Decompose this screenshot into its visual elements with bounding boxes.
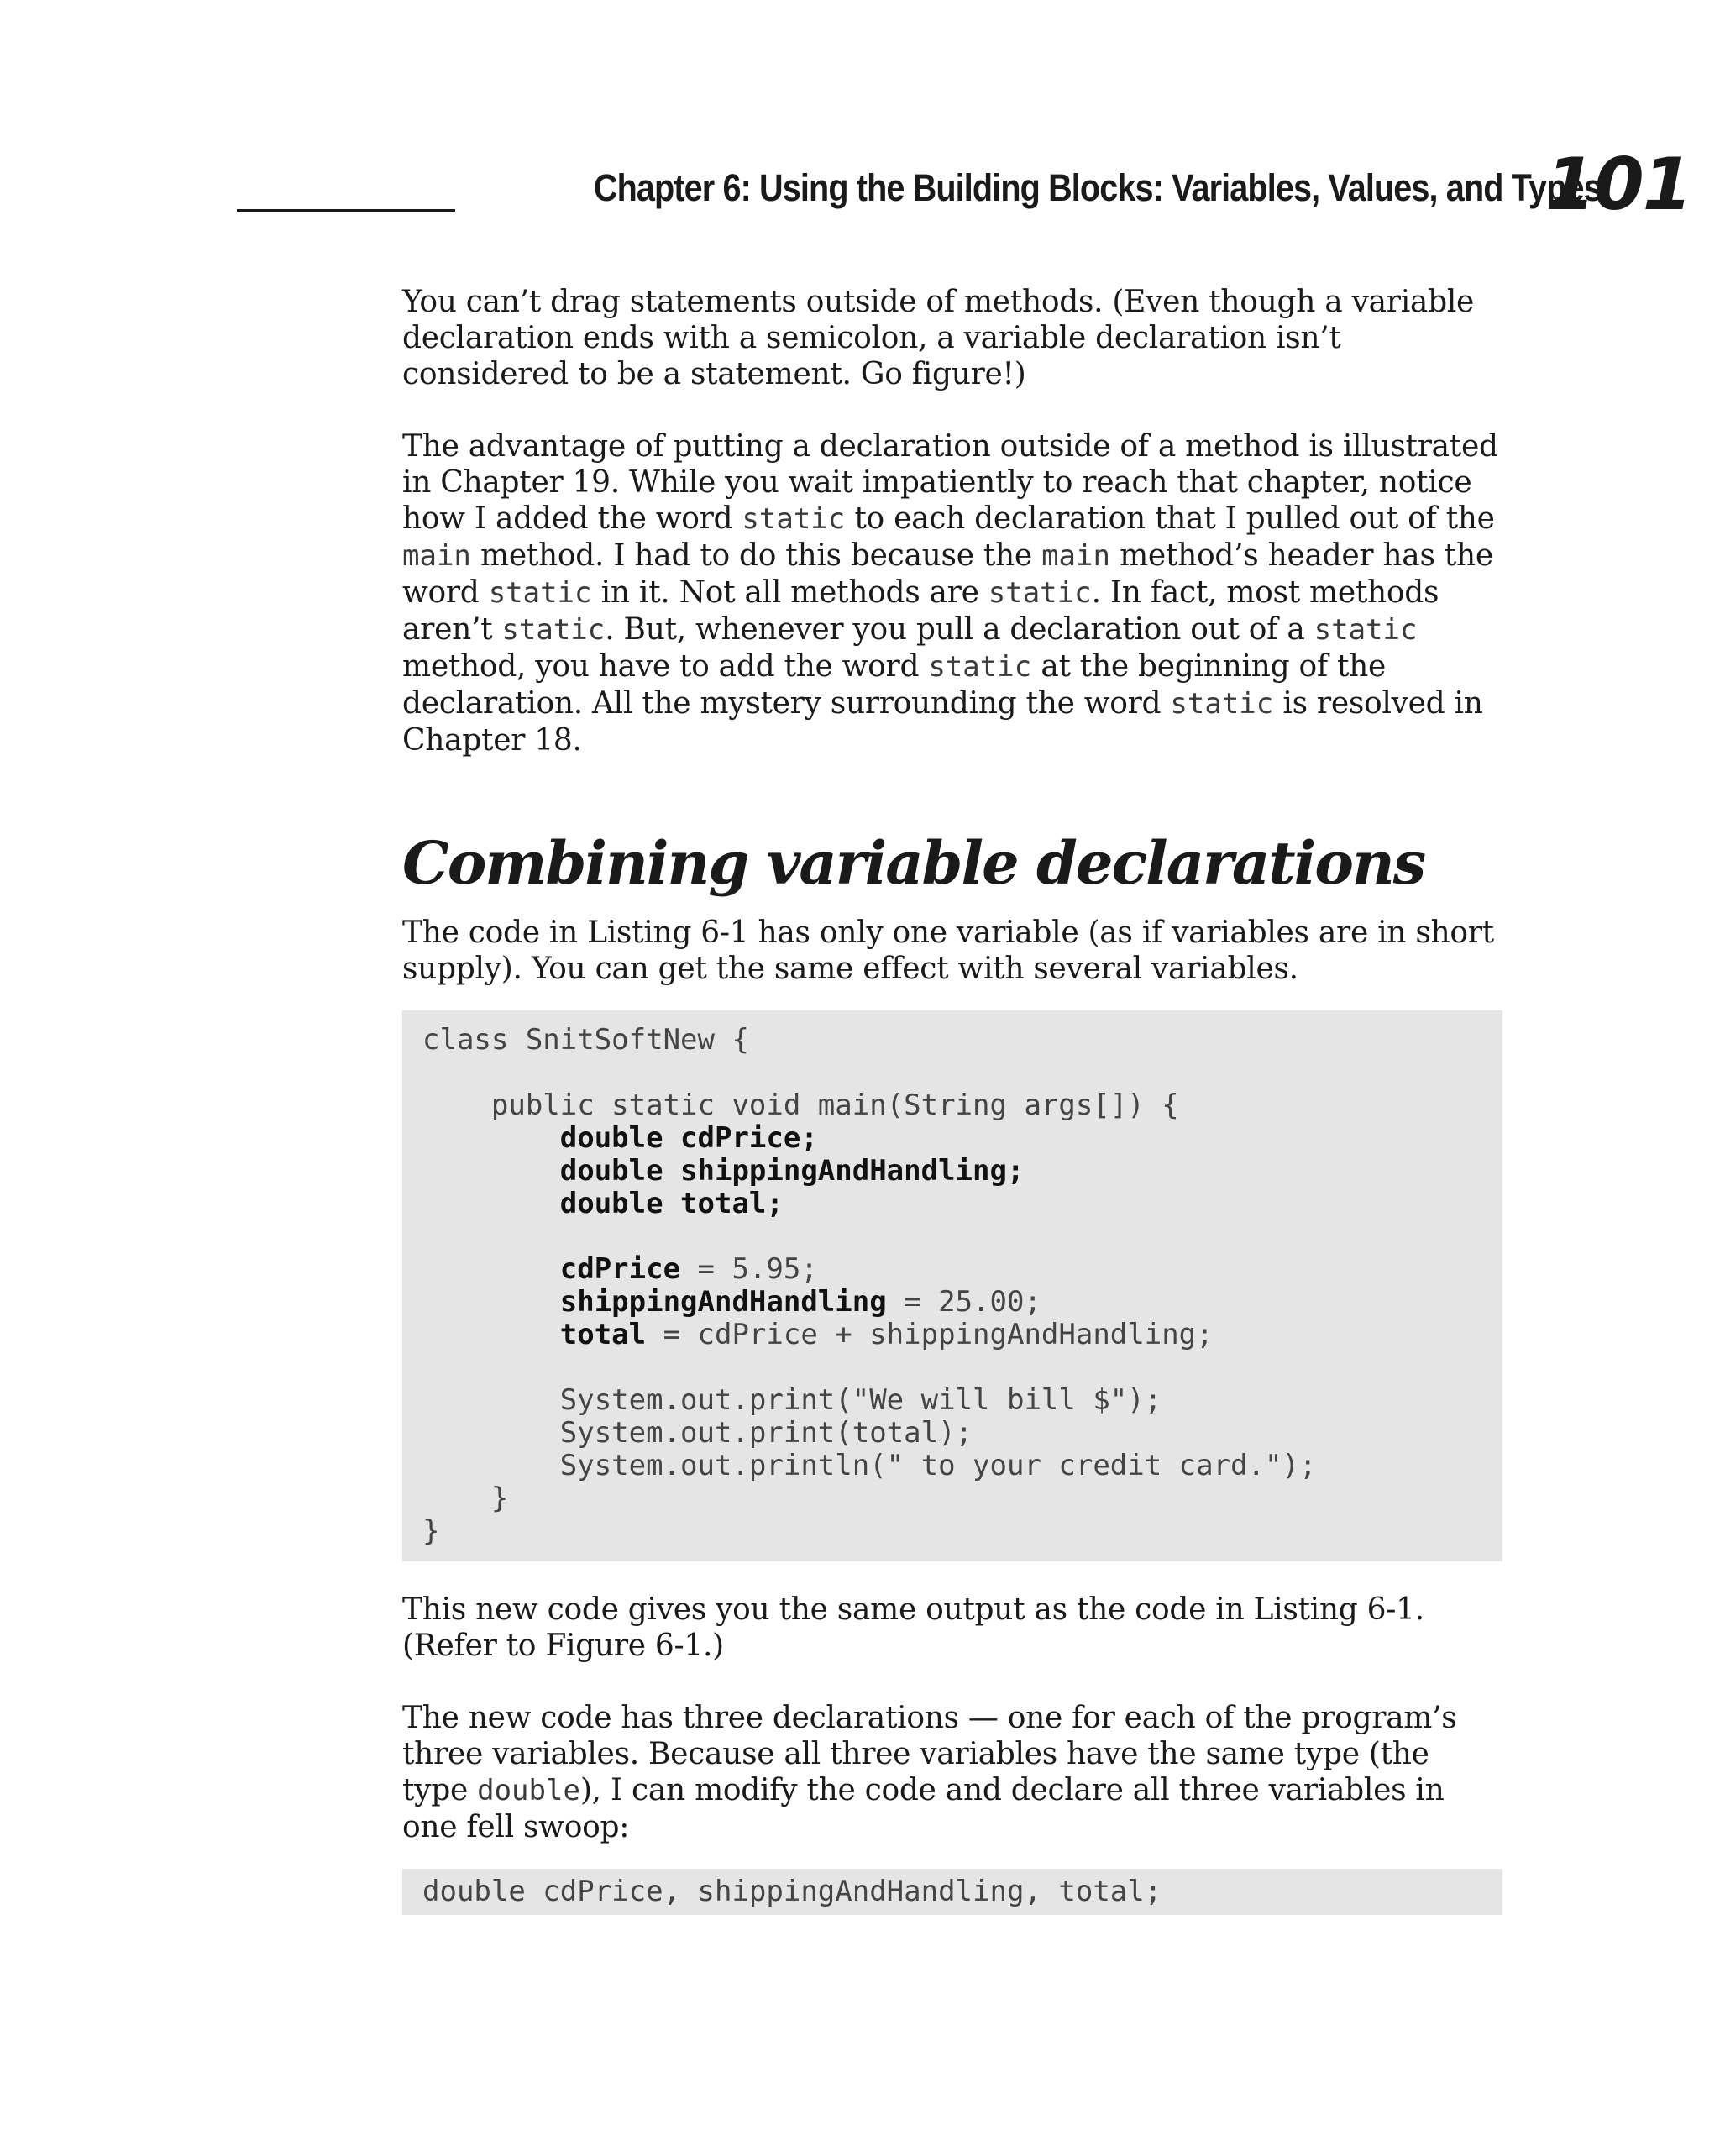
text-run: method. I had to do this because the <box>470 538 1042 573</box>
inline-code: static <box>488 576 592 610</box>
highlighted-code: double cdPrice; <box>422 1121 818 1155</box>
inline-code: static <box>1314 613 1418 647</box>
inline-code: double <box>477 1774 580 1807</box>
paragraph-4: This new code gives you the same output as the code in Listing 6-1. (Refer to Figure 6-1.) <box>402 1592 1424 1663</box>
text-run: to each declaration that I pulled out of the <box>845 501 1495 536</box>
text-run: is resolved in Chapter 18. <box>402 686 1483 758</box>
text-run: . But, whenever you pull a declaration out of a <box>605 612 1314 647</box>
code-line <box>422 1286 1482 1319</box>
code-text: = cdPrice + shippingAndHandling; <box>646 1318 1214 1351</box>
code-line: System.out.print(total); <box>422 1416 973 1450</box>
text-run: method’s header has the word <box>402 538 1493 610</box>
code-line <box>422 1188 1482 1220</box>
code-line <box>422 1122 1482 1155</box>
inline-code: static <box>742 502 846 536</box>
paragraph-2 <box>402 428 1502 758</box>
inline-code: main <box>402 539 471 573</box>
text-run: at the beginning of the declaration. All the mystery surrounding the word <box>402 649 1387 721</box>
code-line <box>422 1319 1482 1351</box>
highlighted-code: cdPrice <box>422 1252 681 1286</box>
inline-code: static <box>988 576 1092 610</box>
code-line: } <box>422 1482 509 1515</box>
code-line: System.out.print("We will bill $"); <box>422 1383 1162 1417</box>
paragraph-3: The code in Listing 6-1 has only one variable (as if variables are in short supply). You can get the same effect with several variables. <box>402 915 1494 986</box>
section-heading: Combining variable declarations <box>402 828 1425 898</box>
text-run: The advantage of putting a declaration outside of a method is illustrated in Chapter 19. While you wait impatiently to reach that chapter, notice how I added the word <box>402 429 1498 536</box>
code-line <box>422 1155 1482 1188</box>
text-run: The new code has three declarations — one for each of the program’s three variables. Because all three variables have the same type (the type <box>402 1701 1457 1807</box>
inline-code: static <box>501 613 606 647</box>
text-run: ), I can modify the code and declare all three variables in one fell swoop: <box>402 1773 1445 1844</box>
page-body <box>402 284 1502 1915</box>
code-line: } <box>422 1514 440 1548</box>
page-number: 101 <box>1545 143 1691 227</box>
code-line: double cdPrice, shippingAndHandling, total; <box>422 1875 1162 1908</box>
text-run: method, you have to add the word <box>402 649 929 684</box>
inline-code: static <box>1170 687 1274 721</box>
highlighted-code: double total; <box>422 1187 784 1220</box>
text-run: in it. Not all methods are <box>591 575 988 610</box>
paragraph-5 <box>402 1700 1502 1845</box>
header-rule <box>237 209 455 212</box>
code-line: System.out.println(" to your credit card."); <box>422 1449 1317 1482</box>
highlighted-code: total <box>422 1318 647 1351</box>
inline-code: main <box>1041 539 1110 573</box>
code-listing <box>402 1010 1502 1561</box>
code-line: public static void main(String args[]) { <box>422 1088 1179 1122</box>
highlighted-code: double shippingAndHandling; <box>422 1154 1025 1188</box>
code-line: class SnitSoftNew { <box>422 1023 749 1057</box>
code-line <box>422 1351 1482 1384</box>
code-line <box>422 1057 1482 1089</box>
code-line <box>422 1253 1482 1286</box>
highlighted-code: shippingAndHandling <box>422 1285 887 1319</box>
code-line <box>422 1220 1482 1253</box>
code-snippet <box>402 1869 1502 1915</box>
inline-code: static <box>928 650 1032 684</box>
code-text: = 5.95; <box>680 1252 818 1286</box>
code-text: = 25.00; <box>886 1285 1041 1319</box>
paragraph-1: You can’t drag statements outside of methods. (Even though a variable declaration ends with a semicolon, a variable declaration isn’t considered to be a statement. Go figure!) <box>402 285 1475 391</box>
text-run: . In fact, most methods aren’t <box>402 575 1439 647</box>
chapter-title: Chapter 6: Using the Building Blocks: Variables, Values, and Types <box>593 166 1602 209</box>
